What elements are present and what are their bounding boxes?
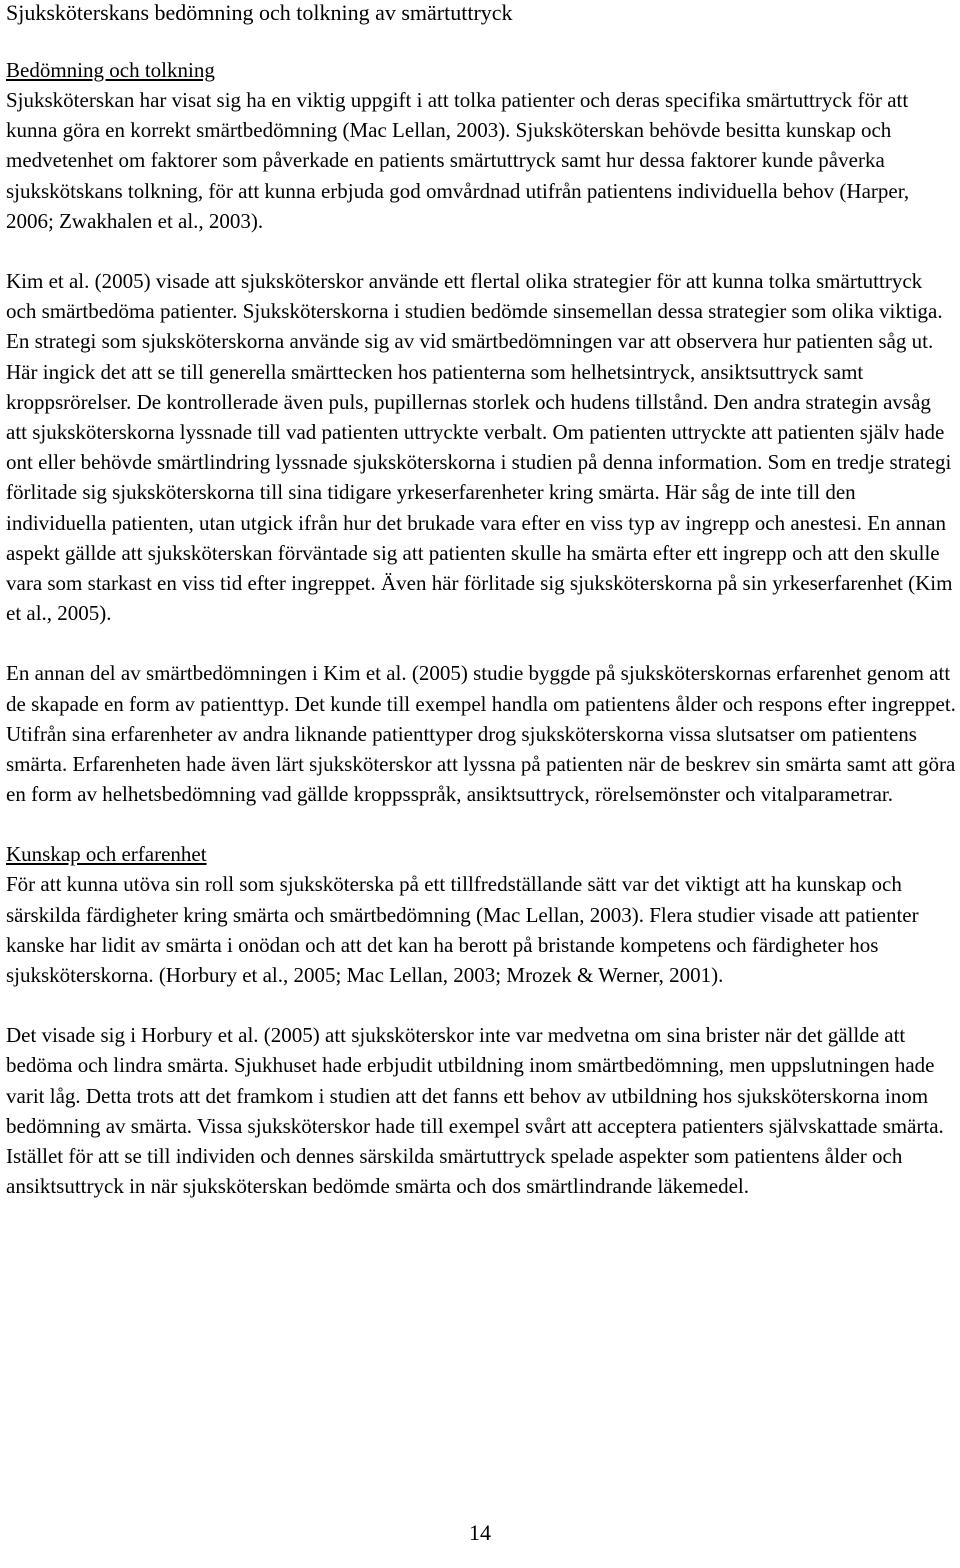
- section-heading-kunskap: Kunskap och erfarenhet: [6, 842, 207, 867]
- paragraph: För att kunna utöva sin roll som sjuksköterska på ett tillfredställande sätt var det viktigt att ha kunskap och särskilda färdigheter kring smärta och smärtbedömning (Mac Lellan, 2003). Flera studier visade att patienter kanske har lidit av smärta i onödan och att det kan ha berott på bristande kompetens och färdigheter hos sjuksköterskorna. (Horbury et al., 2005; Mac Lellan, 2003; Mrozek & Werner, 2001).: [6, 872, 919, 988]
- page-number: 14: [469, 1520, 491, 1545]
- document-title: Sjuksköterskans bedömning och tolkning av smärtuttryck: [6, 0, 513, 25]
- document-page: [6, 0, 956, 1202]
- section-kunskap-och-erfarenhet: [6, 839, 956, 1201]
- paragraph: Det visade sig i Horbury et al. (2005) att sjuksköterskor inte var medvetna om sina brister när det gällde att bedöma och lindra smärta. Sjukhuset hade erbjudit utbildning inom smärtbedömning, men uppslutningen hade varit låg. Detta trots att det framkom i studien att det fanns ett behov av utbildning hos sjuksköterskorna inom bedömning av smärta. Vissa sjuksköterskor hade till exempel svårt att acceptera patienters självskattade smärta. Istället för att se till individen och dennes särskilda smärtuttryck spelade aspekter som patientens ålder och ansiktsuttryck in när sjuksköterskan bedömde smärta och dos smärtlindrande läkemedel.: [6, 1023, 944, 1199]
- section-heading-bedomning: Bedömning och tolkning: [6, 58, 215, 82]
- section-bedomning-och-tolkning: [6, 55, 956, 809]
- paragraph: En annan del av smärtbedömningen i Kim et al. (2005) studie byggde på sjuksköterskornas erfarenhet genom att de skapade en form av patienttyp. Det kunde till exempel handla om patientens ålder och respons efter ingreppet. Utifrån sina erfarenheter av andra liknande patienttyper drog sjuksköterskorna vissa slutsatser om patientens smärta. Erfarenheten hade även lärt sjuksköterskor att lyssna på patienten när de beskrev sin smärta samt att göra en form av helhetsbedömning vad gällde kroppsspråk, ansiktsuttryck, rörelsemönster och vitalparametrar.: [6, 661, 956, 807]
- paragraph: Kim et al. (2005) visade att sjuksköterskor använde ett flertal olika strategier för att kunna tolka smärtuttryck och smärtbedöma patienter. Sjuksköterskorna i studien bedömde sinsemellan dessa strategier som olika viktiga. En strategi som sjuksköterskorna använde sig av vid smärtbedömningen var att observera hur patienten såg ut. Här ingick det att se till generella smärttecken hos patienterna som helhetsintryck, ansiktsuttryck samt kroppsrörelser. De kontrollerade även puls, pupillernas storlek och hudens tillstånd. Den andra strategin avsåg att sjuksköterskorna lyssnade till vad patienten uttryckte verbalt. Om patienten uttryckte att patienten själv hade ont eller behövde smärtlindring lyssnade sjuksköterskorna i studien på denna information. Som en tredje strategi förlitade sig sjuksköterskorna till sina tidigare yrkeserfarenheter kring smärta. Här såg de inte till den individuella patienten, utan utgick ifrån hur det brukade vara efter en viss typ av ingrepp och anestesi. En annan aspekt gällde att sjuksköterskan förväntade sig att patienten skulle ha smärta efter ett ingrepp och att den skulle vara som starkast en viss tid efter ingreppet. Även här förlitade sig sjuksköterskorna på sin yrkeserfarenhet (Kim et al., 2005).: [6, 269, 953, 626]
- paragraph: Sjuksköterskan har visat sig ha en viktig uppgift i att tolka patienter och deras specifika smärtuttryck för att kunna göra en korrekt smärtbedömning (Mac Lellan, 2003). Sjuksköterskan behövde besitta kunskap och medvetenhet om faktorer som påverkade en patients smärtuttryck samt hur dessa faktorer kunde påverka sjukskötskans tolkning, för att kunna erbjuda god omvårdnad utifrån patientens individuella behov (Harper, 2006; Zwakhalen et al., 2003).: [6, 88, 910, 233]
